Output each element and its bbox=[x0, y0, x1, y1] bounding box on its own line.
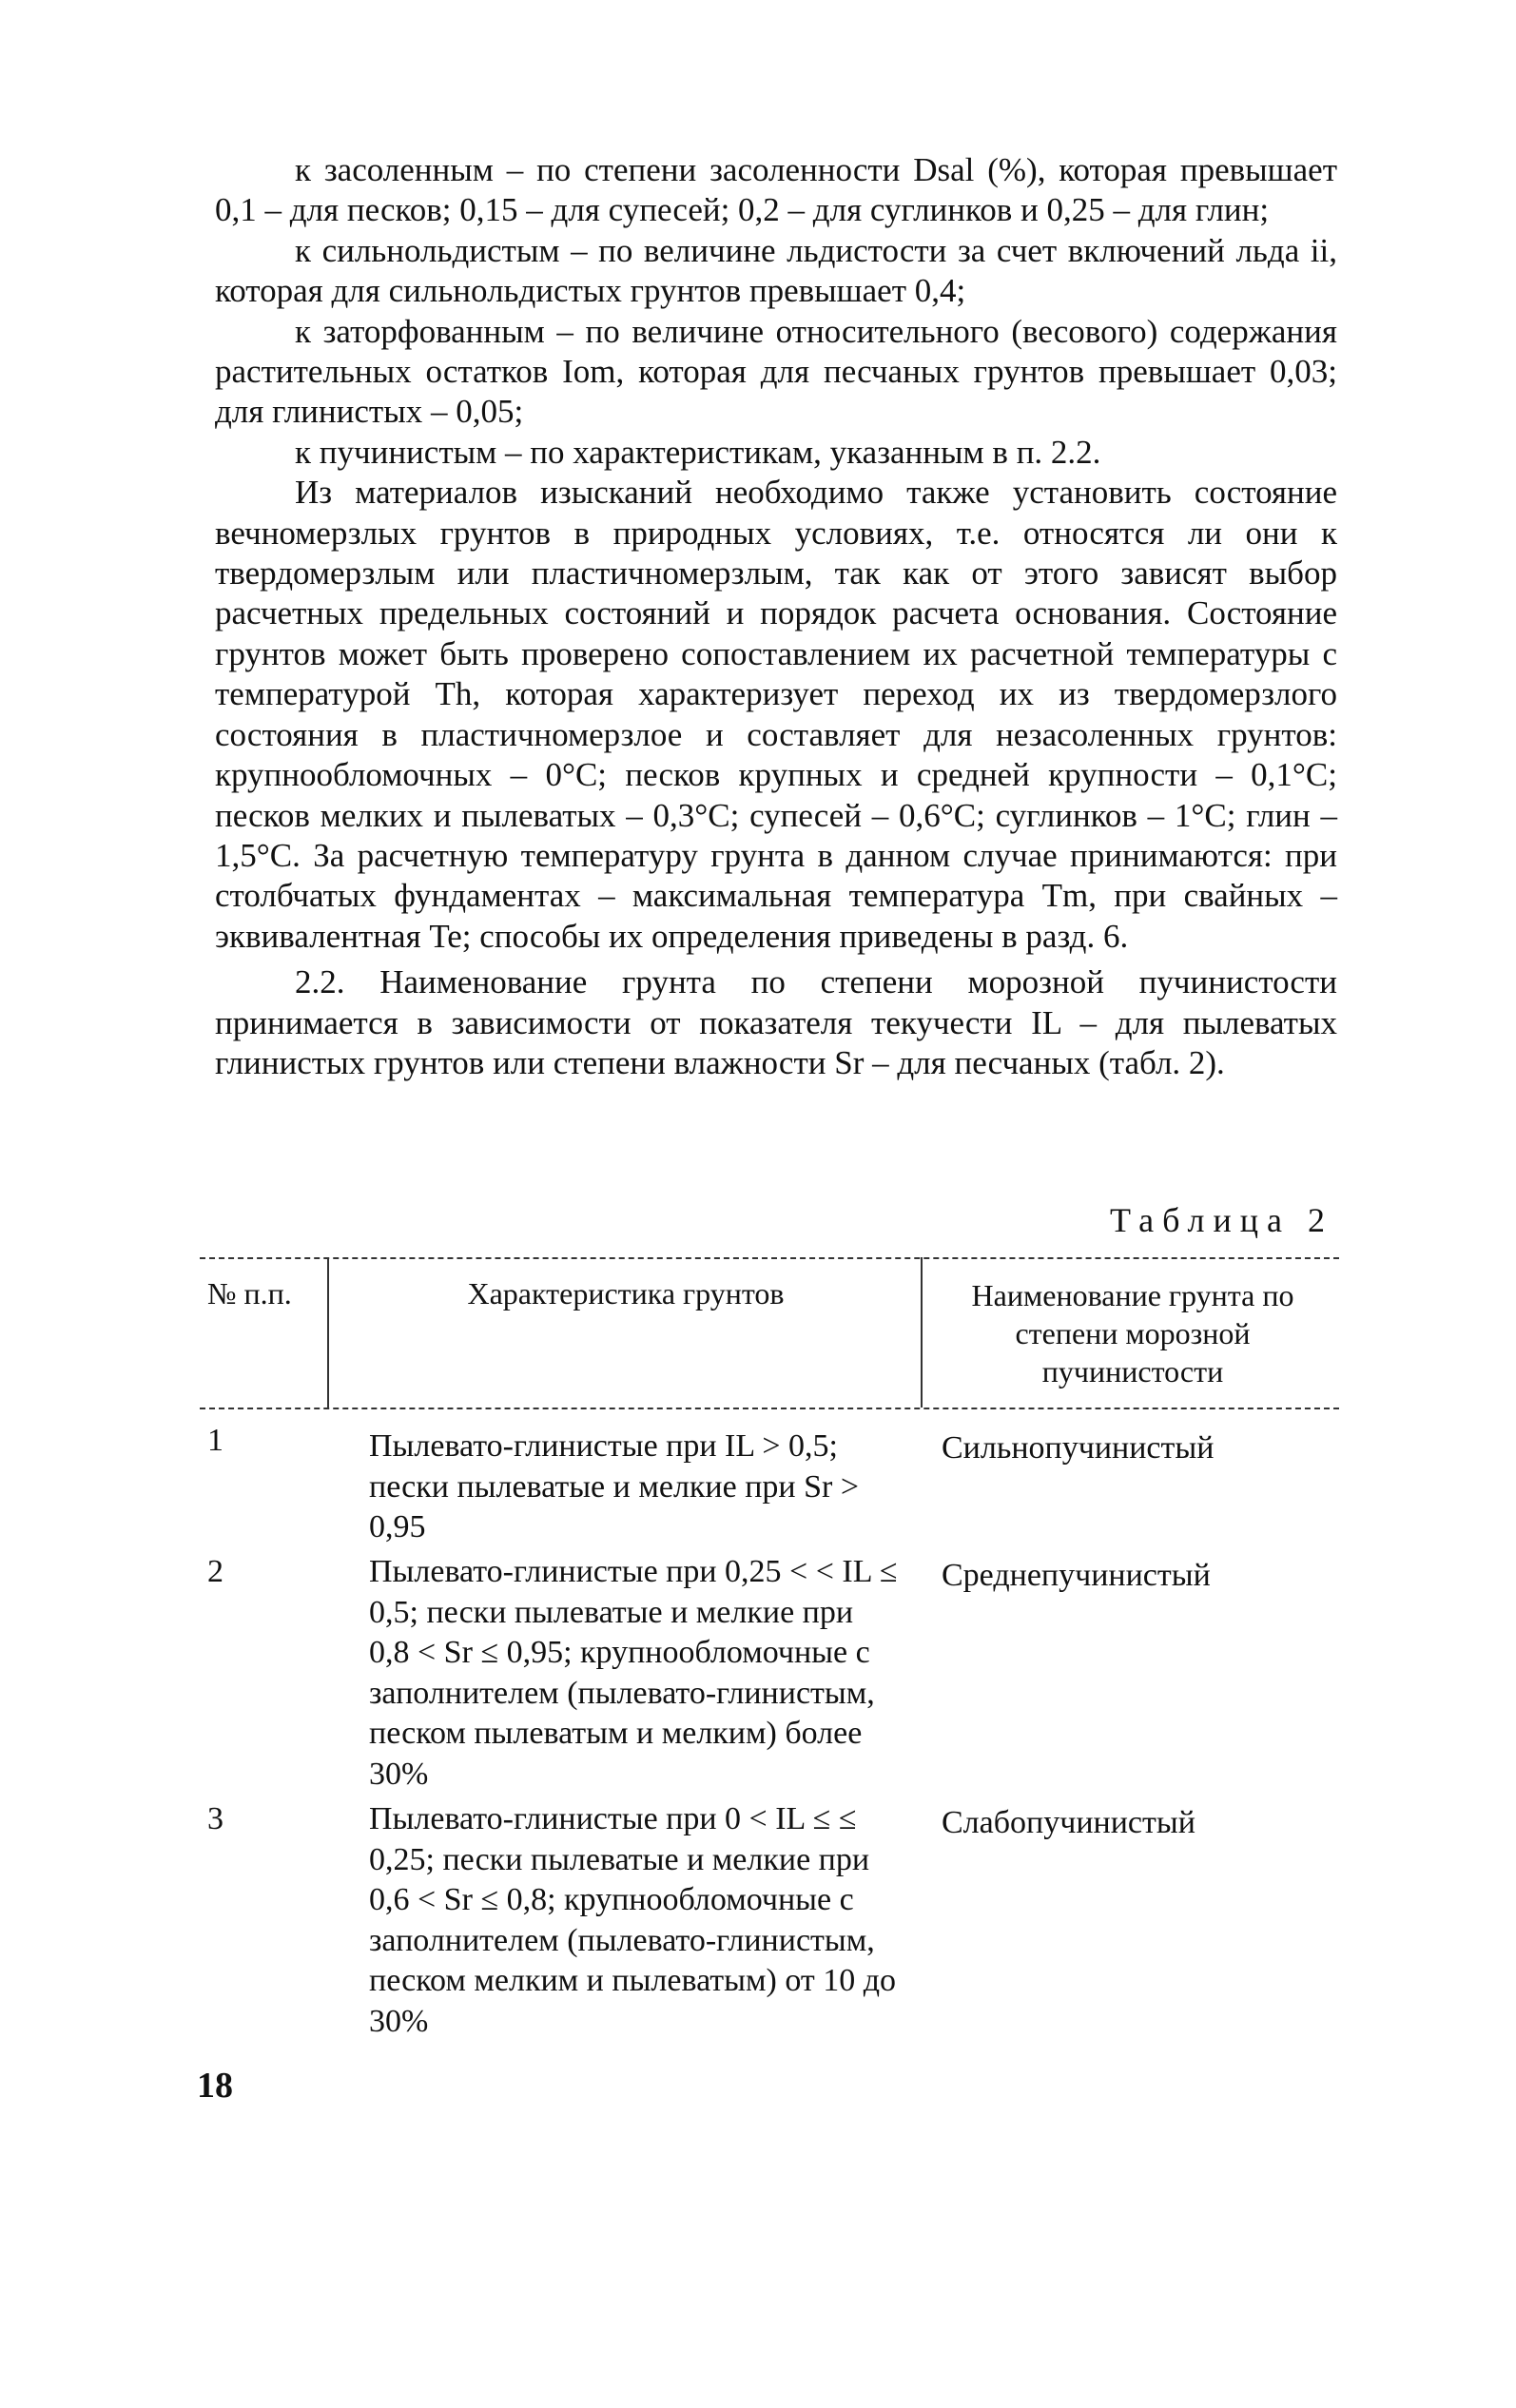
row-3-heaving-name: Слабопучинистый bbox=[942, 1805, 1195, 1840]
paragraph-frozen-state: Из материалов изысканий необходимо также установить состояние вечномерзлых грунтов в природных условиях, т.е. относятся ли они к твердомерзлым или пластичномерзлым, так как от этого зависят выбор расчетных предельных состояний и порядок расчета основания. Состояние грунтов может быть проверено сопоставлением их расчетной температуры с температурой Th, которая характеризует переход их из твердомерзлого состояния в пластичномерзлое и составляет для незасоленных грунтов: крупнообломочных – 0°С; песков крупных и средней крупности – 0,1°С; песков мелких и пылеватых – 0,3°С; супесей – 0,6°С; суглинков – 1°С; глин – 1,5°С. За расчетную температуру грунта в данном случае принимаются: при столбчатых фундаментах – максимальная температура Tm, при свайных – эквивалентная Te; способы их определения приведены в разд. 6. bbox=[215, 474, 1337, 955]
row-1-heaving-name: Сильнопучинистый bbox=[942, 1430, 1215, 1466]
paragraph-peat: к заторфованным – по величине относительного (весового) содержания растительных остатков Iom, которая для песчаных грунтов превышает 0,03; для глинистых – 0,05; bbox=[215, 312, 1337, 431]
row-2-number: 2 bbox=[207, 1554, 224, 1589]
row-2-heaving-name: Среднепучинистый bbox=[942, 1558, 1211, 1593]
paragraph-clause-2-2: 2.2. Наименование грунта по степени морозной пучинистости принимается в зависимости от показателя текучести IL – для пылеватых глинистых грунтов или степени влажности Sr – для песчаных (табл. 2). bbox=[215, 963, 1337, 1081]
table-header-bottom-rule bbox=[200, 1408, 1339, 1409]
table-header-divider-1 bbox=[327, 1257, 329, 1408]
row-3-number: 3 bbox=[207, 1801, 224, 1836]
page-number: 18 bbox=[197, 2066, 233, 2106]
header-number: № п.п. bbox=[207, 1276, 292, 1311]
soil-heaving-table bbox=[200, 1257, 1339, 2408]
header-heaving-name: Наименование грунта по степени морозной пучинистости bbox=[971, 1278, 1294, 1388]
row-1-characteristic: Пылевато-глинистые при IL > 0,5; пески пылеватые и мелкие при Sr > 0,95 bbox=[369, 1428, 860, 1545]
table-caption: Таблица 2 bbox=[1110, 1201, 1333, 1239]
row-1-number: 1 bbox=[207, 1423, 224, 1458]
paragraph-saline: к засоленным – по степени засоленности Dsal (%), которая превышает 0,1 – для песков; 0,15 – для супесей; 0,2 – для суглинков и 0,25 – для глин; bbox=[215, 151, 1337, 229]
row-2-characteristic: Пылевато-глинистые при 0,25 < < IL ≤ 0,5; пески пылеватые и мелкие при 0,8 < Sr ≤ 0,95; крупнообломочные с заполнителем (пылевато-глинистым, песком пылеватым и мелким) более 30% bbox=[369, 1554, 898, 1792]
body-text bbox=[215, 150, 1337, 1083]
paragraph-icy: к сильнольдистым – по величине льдистости за счет включений льда ii, которая для сильнольдистых грунтов превышает 0,4; bbox=[215, 231, 1337, 310]
header-characteristic: Характеристика грунтов bbox=[467, 1276, 785, 1311]
paragraph-heaving: к пучинистым – по характеристикам, указанным в п. 2.2. bbox=[295, 433, 1101, 471]
table-top-rule bbox=[200, 1257, 1339, 1259]
table-header-divider-2 bbox=[921, 1257, 923, 1408]
row-3-characteristic: Пылевато-глинистые при 0 < IL ≤ ≤ 0,25; пески пылеватые и мелкие при 0,6 < Sr ≤ 0,8; крупнообломочные с заполнителем (пылевато-глинистым, песком мелким и пылеватым) от 10 до 30% bbox=[369, 1801, 897, 2039]
